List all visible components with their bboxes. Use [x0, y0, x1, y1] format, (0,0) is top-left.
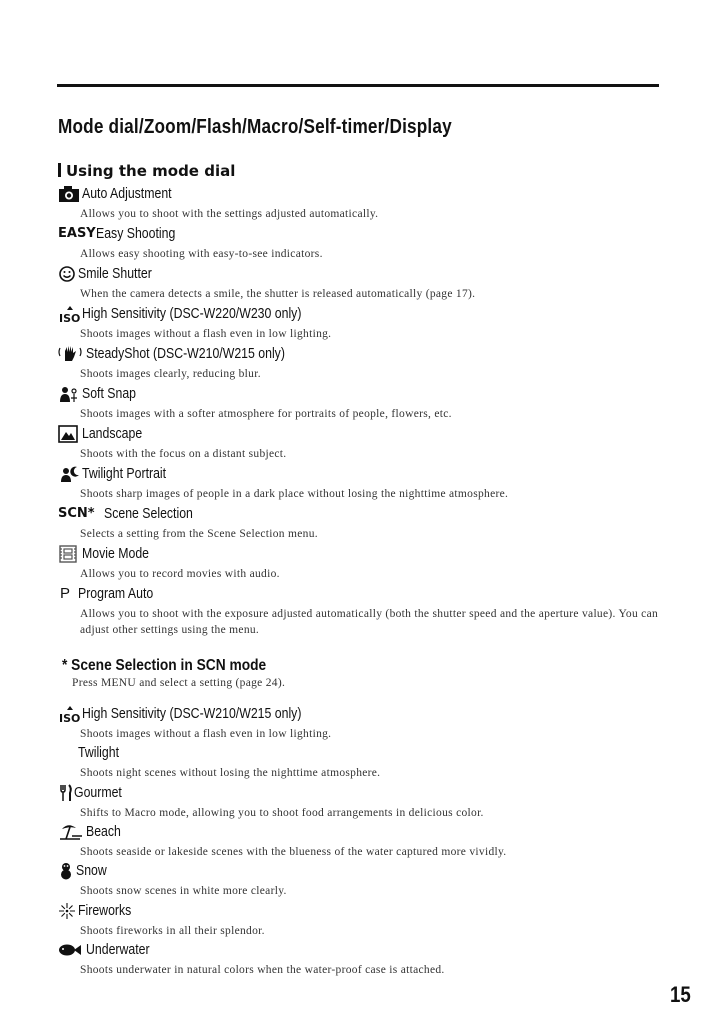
scene-item-gourmet: [0, 784, 726, 822]
page-number: 15: [670, 982, 691, 1007]
easy-text-icon: EASY: [58, 226, 96, 241]
scene-item-snow: [0, 862, 726, 900]
scene-item-high-sensitivity: [0, 705, 726, 743]
scene-label: Beach: [86, 823, 121, 840]
mode-item-high-sensitivity: [0, 305, 726, 343]
mode-item-easy: [0, 225, 726, 263]
mode-item-steadyshot: [0, 345, 726, 383]
mode-label: Program Auto: [78, 585, 154, 602]
mode-description: Allows you to shoot with the exposure adjusted automatically (both the shutter speed and the aperture value). You can adjust other settings using the menu.: [80, 608, 659, 636]
svg-text:ISO: ISO: [59, 312, 81, 323]
mode-description: Shoots images with a softer atmosphere for portraits of people, flowers, etc.: [80, 408, 452, 420]
scene-selection-heading: * Scene Selection in SCN mode: [62, 657, 267, 674]
section-bar: [58, 163, 61, 177]
scene-item-beach: [0, 823, 726, 861]
iso-icon: [58, 305, 82, 323]
scene-description: Shifts to Macro mode, allowing you to shoot food arrangements in delicious color.: [80, 807, 484, 819]
scene-label: Snow: [76, 862, 107, 879]
scn-text-icon: SCN*: [58, 506, 95, 521]
mode-description: Shoots with the focus on a distant subject.: [80, 448, 287, 460]
mode-label: Scene Selection: [104, 505, 193, 522]
mode-label: Movie Mode: [82, 545, 149, 562]
underwater-fish-icon: [58, 941, 82, 959]
mode-item-twilight-portrait: [0, 465, 726, 503]
mode-label: SteadyShot (DSC-W210/W215 only): [86, 345, 285, 362]
scene-description: Shoots seaside or lakeside scenes with the blueness of the water captured more vividly.: [80, 846, 507, 858]
mode-item-movie: [0, 545, 726, 583]
soft-snap-icon: [58, 385, 82, 403]
program-p-icon: P: [60, 585, 71, 602]
mode-label: Twilight Portrait: [82, 465, 167, 482]
chapter-title: Mode dial/Zoom/Flash/Macro/Self-timer/Display: [58, 116, 452, 138]
section-heading: [58, 162, 235, 180]
scene-description: Shoots snow scenes in white more clearly.: [80, 885, 287, 897]
scene-selection-intro: Press MENU and select a setting (page 24).: [72, 677, 286, 689]
scene-label: Fireworks: [78, 902, 132, 919]
mode-description: Allows you to record movies with audio.: [80, 568, 280, 580]
mode-description: Shoots sharp images of people in a dark place without losing the nighttime atmosphere.: [80, 488, 509, 500]
mode-item-auto: [0, 185, 726, 223]
mode-label: Smile Shutter: [78, 265, 152, 282]
scene-label: High Sensitivity (DSC-W210/W215 only): [82, 705, 302, 722]
scene-item-twilight: [0, 744, 726, 782]
mode-label: Soft Snap: [82, 385, 137, 402]
mode-item-landscape: [0, 425, 726, 463]
mode-item-scene-selection: [0, 505, 726, 543]
movie-film-icon: [58, 545, 82, 563]
mode-label: Easy Shooting: [96, 225, 176, 242]
scene-description: Shoots images without a flash even in low lighting.: [80, 728, 332, 740]
mode-label: High Sensitivity (DSC-W220/W230 only): [82, 305, 302, 322]
iso-icon: [58, 705, 82, 723]
mode-item-soft-snap: [0, 385, 726, 423]
mode-description: Allows you to shoot with the settings adjusted automatically.: [80, 208, 379, 220]
section-heading-text: Using the mode dial: [66, 162, 236, 180]
mode-description: Shoots images without a flash even in low lighting.: [80, 328, 332, 340]
scene-description: Shoots underwater in natural colors when the water-proof case is attached.: [80, 964, 445, 976]
mode-item-smile: [0, 265, 726, 303]
mode-description: Shoots images clearly, reducing blur.: [80, 368, 261, 380]
camera-icon: [58, 185, 82, 203]
svg-text:ISO: ISO: [59, 712, 81, 723]
header-rule: [57, 84, 659, 87]
mode-description: When the camera detects a smile, the shutter is released automatically (page 17).: [80, 288, 476, 300]
scene-label: Gourmet: [74, 784, 122, 801]
mode-label: Landscape: [82, 425, 143, 442]
mode-item-program-auto: [0, 585, 726, 641]
scene-label: Twilight: [78, 744, 120, 761]
landscape-icon: [58, 425, 82, 443]
mode-label: Auto Adjustment: [82, 185, 172, 202]
twilight-portrait-icon: [58, 465, 82, 483]
scene-item-fireworks: [0, 902, 726, 940]
scene-item-underwater: [0, 941, 726, 979]
steadyshot-hand-icon: [58, 345, 82, 363]
mode-description: Selects a setting from the Scene Selection menu.: [80, 528, 318, 540]
scene-description: Shoots fireworks in all their splendor.: [80, 925, 265, 937]
beach-icon: [58, 823, 82, 841]
scene-description: Shoots night scenes without losing the nighttime atmosphere.: [80, 767, 381, 779]
mode-description: Allows easy shooting with easy-to-see indicators.: [80, 248, 323, 260]
scene-label: Underwater: [86, 941, 150, 958]
